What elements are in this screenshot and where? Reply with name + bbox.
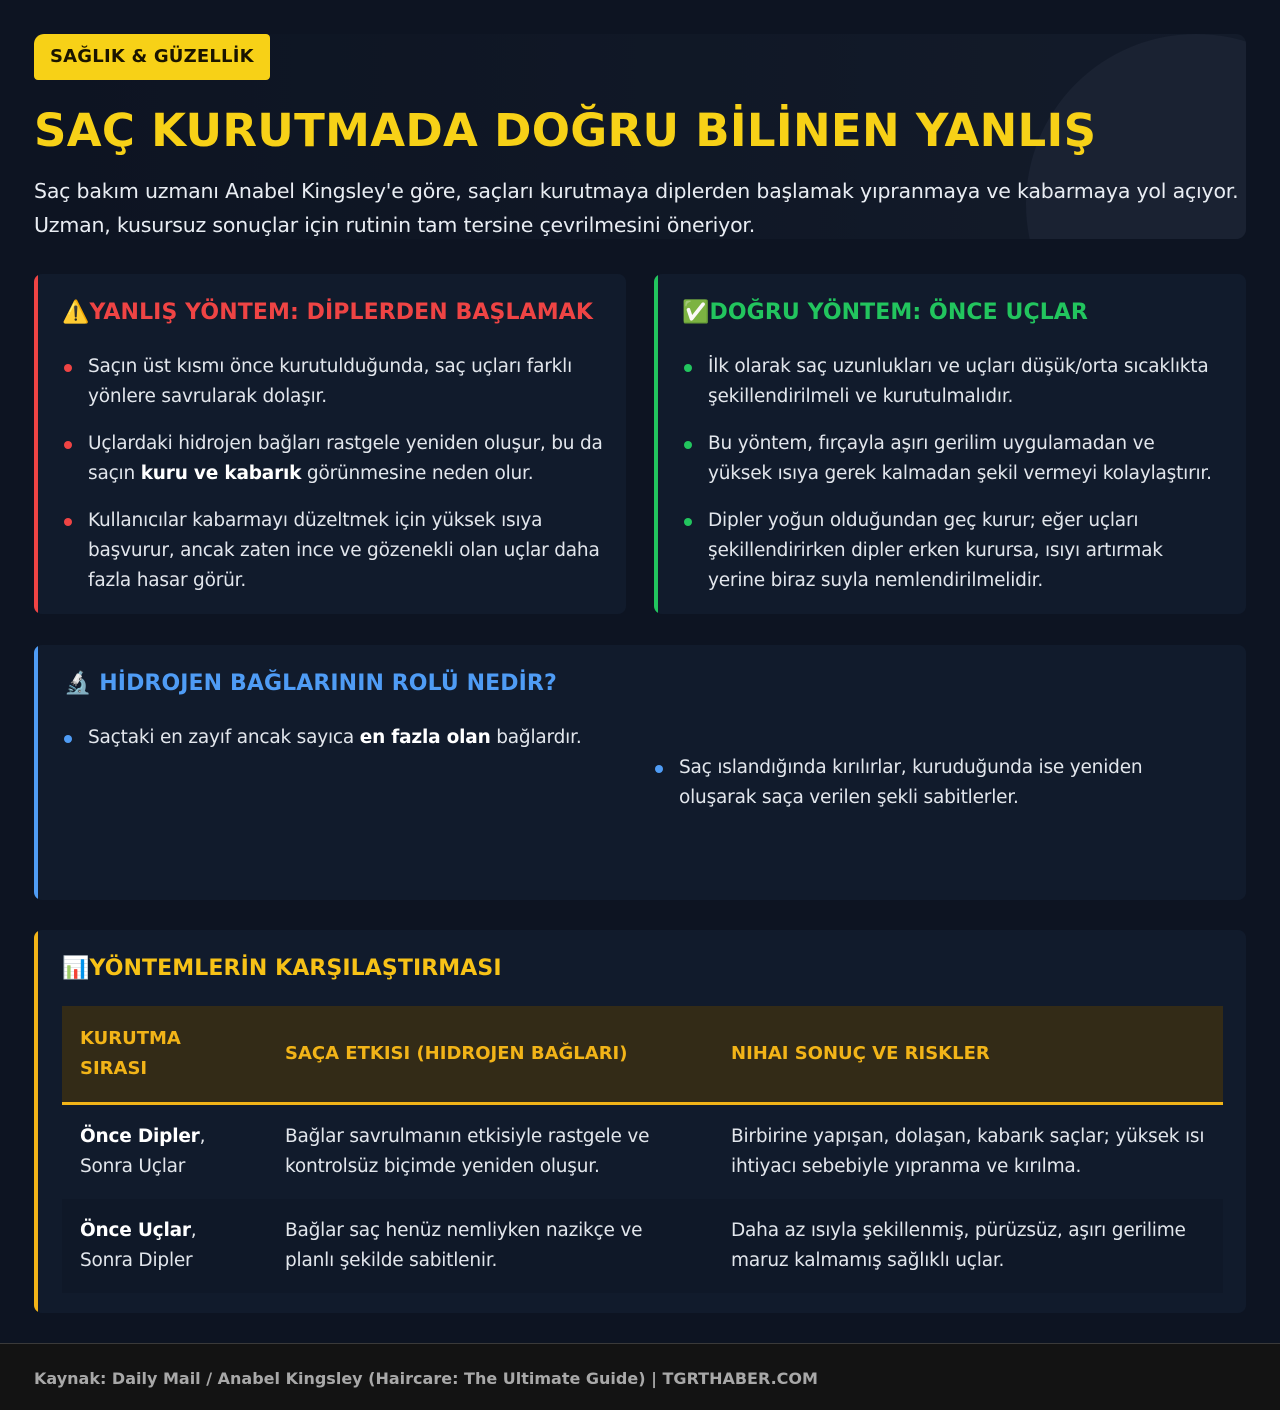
category-badge: SAĞLIK & GÜZELLİK [34, 34, 270, 80]
warning-icon: ⚠️ [62, 300, 90, 325]
list-item-text: Kullanıcılar kabarmayı düzeltmek için yüksek ısıya başvurur, ancak zaten ince ve gözenekli olan uçlar daha fazla hasar görür. [88, 510, 600, 591]
page-title: SAÇ KURUTMADA DOĞRU BİLİNEN YANLIŞ [34, 104, 1097, 157]
hydrogen-bonds-card [34, 645, 1246, 900]
bullet-dot [64, 735, 72, 743]
list-item-emphasis: kuru ve kabarık [140, 463, 302, 484]
list-item-text: Dipler yoğun olduğundan geç kurur; eğer uçları şekillendirirken dipler erken kurursa, ısıyı artırmak yerine biraz suyla nemlendirilmelidir. [708, 510, 1163, 591]
bullet-dot [684, 518, 692, 526]
right-method-card [654, 274, 1246, 614]
microscope-icon: 🔬 [64, 671, 92, 696]
table-row [62, 1104, 1223, 1200]
right-method-title-text: DOĞRU YÖNTEM: ÖNCE UÇLAR [709, 300, 1088, 325]
table-header-row [62, 1006, 1223, 1104]
lead-paragraph: Saç bakım uzmanı Anabel Kingsley'e göre, saçları kurutmaya diplerden başlamak yıpranmaya ve kabarmaya yol açıyor. Uzman, kusursuz sonuçlar için rutinin tam tersine çevrilmesini öneriyor. [34, 179, 1239, 237]
right-method-list [684, 352, 1224, 613]
cell-emphasis: Önce Dipler [80, 1126, 200, 1147]
footer [0, 1343, 1280, 1410]
wrong-method-list [64, 352, 604, 613]
hydrogen-list [34, 645, 1246, 808]
hydrogen-title [64, 671, 557, 696]
bar-chart-icon: 📊 [62, 956, 90, 981]
list-item [684, 506, 1224, 596]
list-item-text: Saçtaki en zayıf ancak sayıca [88, 727, 360, 748]
comparison-card [34, 930, 1246, 1313]
table-row [62, 1199, 1223, 1293]
bullet-dot [64, 518, 72, 526]
list-item [684, 352, 1224, 412]
check-mark-icon: ✅ [682, 300, 710, 325]
list-item [64, 352, 604, 412]
list-item-text: İlk olarak saç uzunlukları ve uçları düşük/orta sıcaklıkta şekillendirilmeli ve kurutulmalıdır. [708, 356, 1209, 407]
column-header: SAÇA ETKISI (HIDROJEN BAĞLARI) [267, 1006, 713, 1104]
bullet-dot [64, 441, 72, 449]
card-accent-bar [34, 645, 38, 900]
comparison-table [62, 1006, 1223, 1293]
list-item-text: Bu yöntem, fırçayla aşırı gerilim uygulamadan ve yüksek ısıya gerek kalmadan şekil vermeyi kolaylaştırır. [708, 433, 1212, 484]
list-item-text: Uçlardaki hidrojen bağları rastgele yeniden oluşur, bu da saçın [88, 433, 603, 484]
table-cell: Bağlar savrulmanın etkisiyle rastgele ve kontrolsüz biçimde yeniden oluşur. [267, 1104, 713, 1200]
card-accent-bar [654, 274, 658, 614]
bullet-dot [64, 364, 72, 372]
list-item [64, 506, 604, 596]
table-cell [62, 1104, 267, 1200]
table-cell: Daha az ısıyla şekillenmiş, pürüzsüz, aşırı gerilime maruz kalmamış sağlıklı uçlar. [713, 1199, 1223, 1293]
cell-text: , Sonra Uçlar [80, 1126, 206, 1177]
list-item-text: bağlardır. [490, 727, 582, 748]
list-item [64, 429, 604, 489]
table-cell [62, 1199, 267, 1293]
list-item-text: Saç ıslandığında kırılırlar, kuruduğunda ise yeniden oluşarak saça verilen şekli sabitlerler. [679, 757, 1143, 808]
cell-emphasis: Önce Uçlar [80, 1220, 191, 1241]
comparison-title [62, 956, 502, 981]
source-credit: Kaynak: Daily Mail / Anabel Kingsley (Haircare: The Ultimate Guide) | TGRTHABER.COM [34, 1369, 818, 1388]
bullet-dot [655, 765, 663, 773]
list-item [684, 429, 1224, 489]
hydrogen-title-text: HİDROJEN BAĞLARININ ROLÜ NEDİR? [99, 671, 557, 696]
list-item-text: Saçın üst kısmı önce kurutulduğunda, saç uçları farklı yönlere savrularak dolaşır. [88, 356, 573, 407]
wrong-method-card [34, 274, 626, 614]
column-header: NIHAI SONUÇ VE RISKLER [713, 1006, 1223, 1104]
list-item [655, 753, 1215, 813]
card-accent-bar [34, 930, 38, 1313]
list-item-emphasis: en fazla olan [359, 727, 491, 748]
bullet-dot [684, 364, 692, 372]
list-item-text: görünmesine neden olur. [301, 463, 534, 484]
table-cell: Birbirine yapışan, dolaşan, kabarık saçlar; yüksek ısı ihtiyacı sebebiyle yıpranma ve kırılma. [713, 1104, 1223, 1200]
column-header: KURUTMA SIRASI [62, 1006, 267, 1104]
comparison-title-text: YÖNTEMLERİN KARŞILAŞTIRMASI [89, 956, 502, 981]
wrong-method-title-text: YANLIŞ YÖNTEM: DİPLERDEN BAŞLAMAK [89, 300, 593, 325]
right-method-title [682, 300, 1088, 325]
wrong-method-title [62, 300, 593, 325]
bullet-dot [684, 441, 692, 449]
hero-section [34, 34, 1246, 239]
cell-text: , Sonra Dipler [80, 1220, 197, 1271]
list-item [64, 723, 604, 753]
table-cell: Bağlar saç henüz nemliyken nazikçe ve planlı şekilde sabitlenir. [267, 1199, 713, 1293]
card-accent-bar [34, 274, 38, 614]
